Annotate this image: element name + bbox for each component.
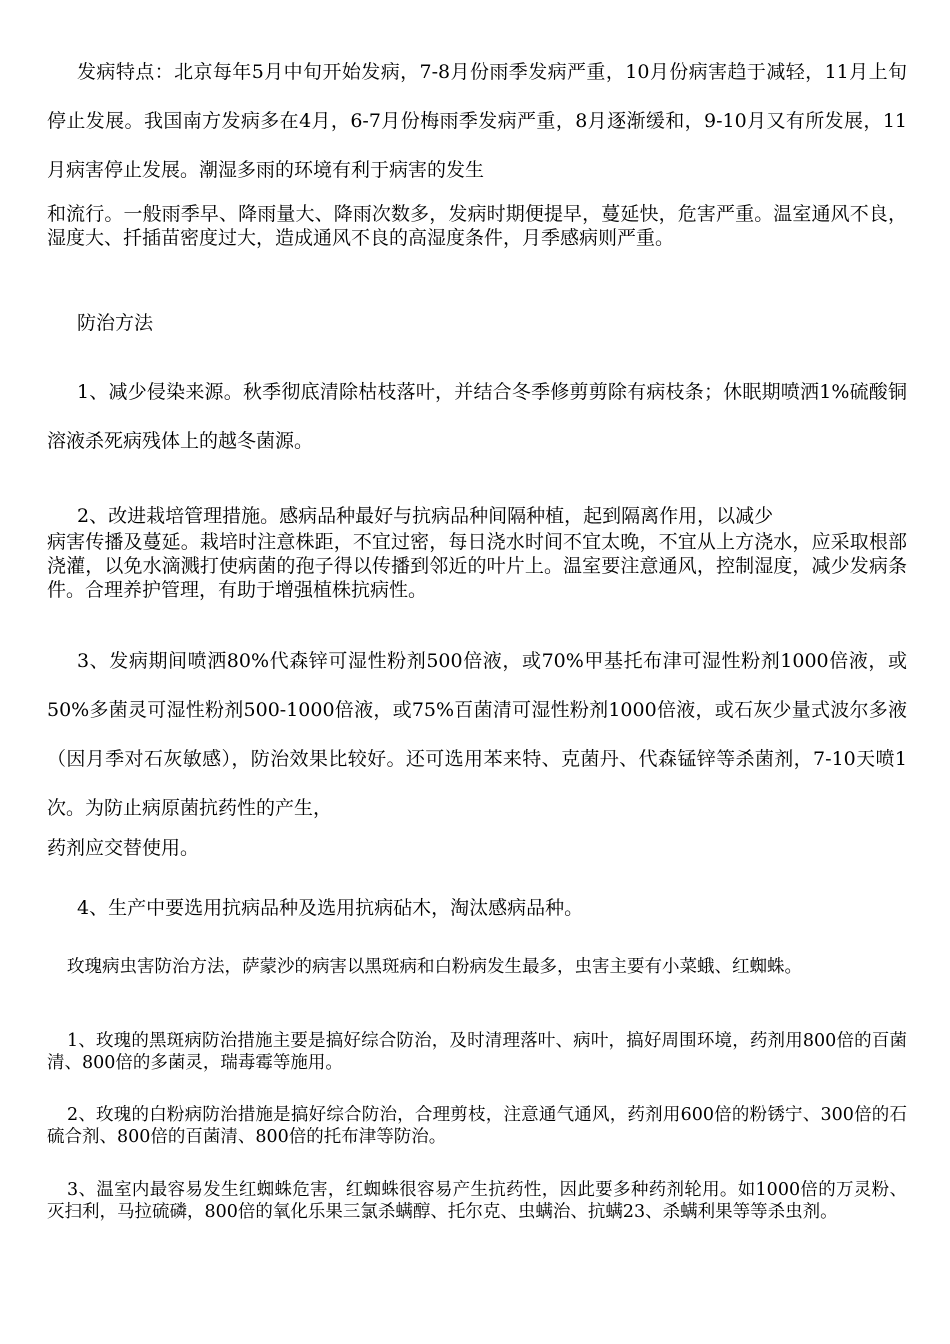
- paragraph-disease-features-cont: 和流行。一般雨季早、降雨量大、降雨次数多，发病时期便提早，蔓延快，危害严重。温室通风不良，湿度大、扦插苗密度过大，造成通风不良的高湿度条件，月季感病则严重。: [47, 203, 907, 249]
- paragraph-rose-powdery-mildew: 2、玫瑰的白粉病防治措施是搞好综合防治，合理剪枝，注意通气通风，药剂用600倍的粉锈宁、300倍的石硫合剂、800倍的百菌清、800倍的托布津等防治。: [47, 1105, 907, 1147]
- paragraph-method-3: 3、发病期间喷洒80%代森锌可湿性粉剂500倍液，或70%甲基托布津可湿性粉剂1000倍液，或50%多菌灵可湿性粉剂500-1000倍液，或75%百菌清可湿性粉剂1000倍液，或石灰少量式波尔多液（因月季对石灰敏感），防治效果比较好。还可选用苯来特、克菌丹、代森锰锌等杀菌剂，7-10天喷1次。为防止病原菌抗药性的产生，: [47, 650, 907, 819]
- paragraph-rose-black-spot: 1、玫瑰的黑斑病防治措施主要是搞好综合防治，及时清理落叶、病叶，搞好周围环境，药剂用800倍的百菌清、800倍的多菌灵，瑞毒霉等施用。: [47, 1031, 907, 1073]
- paragraph-method-4: 4、生产中要选用抗病品种及选用抗病砧木，淘汰感病品种。: [77, 897, 584, 919]
- paragraph-disease-features: 发病特点：北京每年5月中旬开始发病，7-8月份雨季发病严重，10月份病害趋于减轻，11月上旬停止发展。我国南方发病多在4月，6-7月份梅雨季发病严重，8月逐渐缓和，9-10月又有所发展，11月病害停止发展。潮湿多雨的环境有利于病害的发生: [47, 61, 907, 181]
- paragraph-method-2: 2、改进栽培管理措施。感病品种最好与抗病品种间隔种植，起到隔离作用，以减少: [77, 505, 774, 527]
- paragraph-method-3-cont: 药剂应交替使用。: [47, 837, 200, 859]
- heading-control-methods: 防治方法: [77, 312, 154, 334]
- paragraph-rose-intro: 玫瑰病虫害防治方法，萨蒙沙的病害以黑斑病和白粉病发生最多，虫害主要有小菜蛾、红蜘蛛。: [67, 957, 802, 977]
- paragraph-method-2-cont: 病害传播及蔓延。栽培时注意株距，不宜过密，每日浇水时间不宜太晚，不宜从上方浇水，应采取根部浇灌，以免水滴溅打使病菌的孢子得以传播到邻近的叶片上。温室要注意通风，控制湿度，减少发病条件。合理养护管理，有助于增强植株抗病性。: [47, 531, 907, 601]
- paragraph-rose-red-spider: 3、温室内最容易发生红蜘蛛危害，红蜘蛛很容易产生抗药性，因此要多种药剂轮用。如1000倍的万灵粉、灭扫利，马拉硫磷，800倍的氧化乐果三氯杀螨醇、托尔克、虫螨治、抗螨23、杀螨利果等等杀虫剂。: [47, 1180, 907, 1222]
- paragraph-method-1: 1、减少侵染来源。秋季彻底清除枯枝落叶，并结合冬季修剪剪除有病枝条；休眠期喷洒1%硫酸铜溶液杀死病残体上的越冬菌源。: [47, 381, 907, 452]
